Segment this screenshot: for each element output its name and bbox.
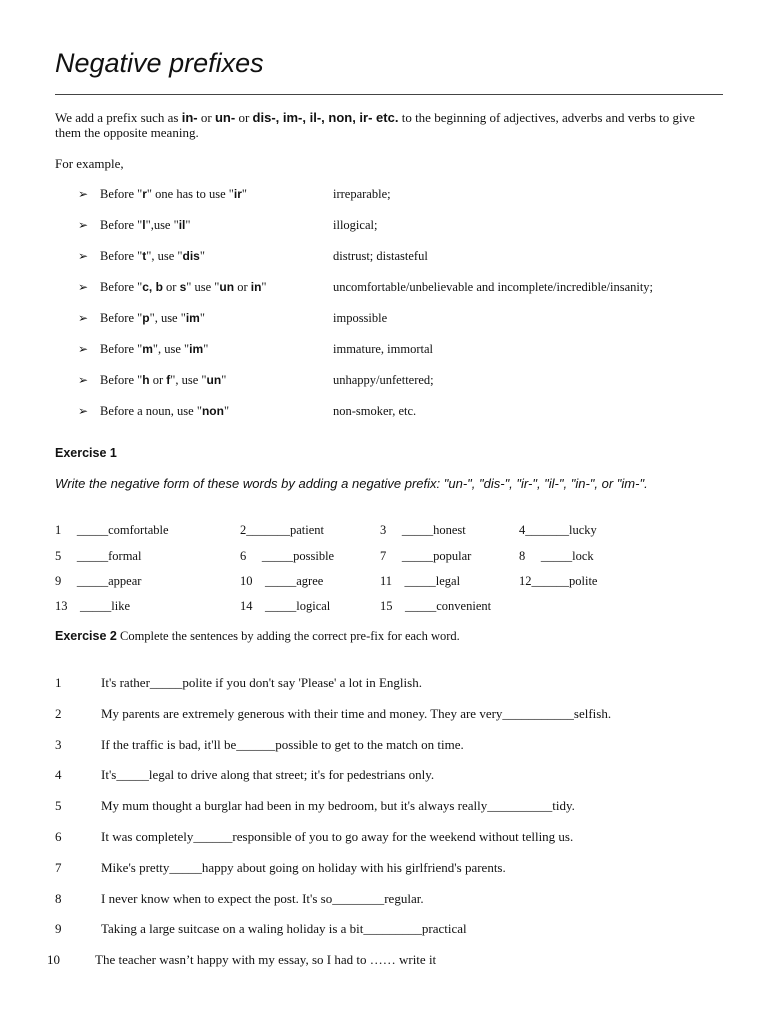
exercise1-item: 10 _____agree: [240, 574, 324, 588]
exercise1-item: 8 _____lock: [519, 549, 594, 563]
rule-key: ir: [233, 187, 242, 201]
sentence-number: 7: [55, 860, 62, 875]
rule-text: or: [162, 280, 180, 294]
rule-key: m: [142, 342, 153, 356]
exercise1-item: 13 _____like: [55, 599, 130, 613]
rule-text: ": [203, 342, 209, 356]
rule-text: ", use ": [149, 311, 186, 325]
sentence-number: 2: [55, 706, 62, 721]
rule-key: t: [142, 249, 147, 263]
sentence-text: Mike's pretty_____happy about going on holiday with his girlfriend's parents.: [101, 860, 506, 875]
prefix-un: un-: [214, 110, 236, 125]
sentence-text: Taking a large suitcase on a waling holiday is a bit_________practical: [101, 921, 467, 936]
rule-key: c, b: [142, 280, 163, 294]
arrow-bullet-icon: ➢: [78, 218, 89, 232]
sentence-text: If the traffic is bad, it'll be______possible to get to the match on time.: [101, 737, 464, 752]
sentence-text: It's rather_____polite if you don't say 'Please' a lot in English.: [101, 675, 422, 690]
rule-key: il: [178, 218, 186, 232]
rule-key: f: [166, 373, 171, 387]
sentence-number: 1: [55, 675, 62, 690]
rule-condition: [100, 280, 267, 295]
rule-condition: [100, 311, 205, 326]
rule-key: r: [142, 187, 147, 201]
sentence-number: 8: [55, 891, 62, 906]
rule-text: Before ": [100, 342, 143, 356]
exercise2-heading: Exercise 2: [55, 629, 117, 643]
rule-key: in: [250, 280, 262, 294]
exercise1-instruction: Write the negative form of these words by adding a negative prefix: "un-", "dis-", "ir-", "il-", "in-", or "im-".: [55, 476, 648, 491]
rule-text: ": [261, 280, 267, 294]
arrow-bullet-icon: ➢: [78, 249, 89, 263]
rule-key: im: [185, 311, 200, 325]
rule-text: ": [199, 249, 205, 263]
rule-key: non: [201, 404, 224, 418]
rule-text: Before ": [100, 311, 143, 325]
rule-text: or: [234, 280, 251, 294]
rule-text: Before ": [100, 280, 143, 294]
rule-key: im: [189, 342, 204, 356]
rule-key: dis: [182, 249, 200, 263]
rule-text: ": [223, 404, 230, 418]
rule-text: Before ": [100, 218, 143, 232]
rule-example: non-smoker, etc.: [333, 404, 417, 418]
rule-condition: [100, 373, 226, 388]
intro-text: We add a prefix such as: [55, 110, 182, 125]
sentence-text: I never know when to expect the post. It's so________regular.: [101, 891, 424, 906]
exercise1-item: 9 _____appear: [55, 574, 142, 588]
sentence-number: 5: [55, 798, 62, 813]
sentence-text: My mum thought a burglar had been in my bedroom, but it's always really__________tidy.: [101, 798, 575, 813]
sentence-text: It's_____legal to drive along that street; it's for pedestrians only.: [101, 767, 435, 782]
exercise1-item: 5 _____formal: [55, 549, 142, 563]
exercise1-item: 15 _____convenient: [380, 599, 492, 613]
rule-text: Before ": [100, 373, 143, 387]
rule-example: immature, immortal: [333, 342, 433, 356]
page-title: Negative prefixes: [55, 48, 264, 78]
exercise1-item: 6 _____possible: [240, 549, 335, 563]
rule-condition: [100, 249, 205, 264]
arrow-bullet-icon: ➢: [78, 280, 89, 294]
rule-text: Before a noun, use ": [100, 404, 202, 418]
rule-condition: [100, 218, 191, 233]
rule-condition: [100, 404, 229, 419]
rule-text: " use ": [186, 280, 220, 294]
rule-condition: [100, 187, 247, 202]
exercise1-item: 4_______lucky: [519, 523, 597, 537]
rule-condition: [100, 342, 208, 357]
rule-key: s: [179, 280, 187, 294]
rule-example: unhappy/unfettered;: [333, 373, 434, 387]
rule-text: ": [185, 218, 191, 232]
exercise1-item: 2_______patient: [240, 523, 325, 537]
sentence-text: It was completely______responsible of you to go away for the weekend without telling us.: [101, 829, 574, 844]
rule-key: p: [142, 311, 150, 325]
sentence-number: 10: [47, 952, 60, 967]
rule-text: ", use ": [146, 249, 183, 263]
sentence-text: My parents are extremely generous with their time and money. They are very___________selfish.: [101, 706, 612, 721]
rule-example: irreparable;: [333, 187, 391, 201]
rule-example: illogical;: [333, 218, 378, 232]
rule-text: ": [241, 187, 247, 201]
intro-text: or: [197, 110, 215, 125]
sentence-number: 9: [55, 921, 62, 936]
rule-example: uncomfortable/unbelievable and incomplete/incredible/insanity;: [333, 280, 654, 294]
exercise1-item: 7 _____popular: [380, 549, 472, 563]
rule-example: distrust; distasteful: [333, 249, 428, 263]
arrow-bullet-icon: ➢: [78, 373, 89, 387]
sentence-number: 3: [55, 737, 62, 752]
rule-key: un: [219, 280, 235, 294]
prefix-in: in-: [181, 110, 198, 125]
exercise2-instruction: Complete the sentences by adding the correct pre-fix for each word.: [116, 629, 460, 643]
exercise2-header: [55, 629, 460, 644]
exercise1-item: 1 _____comfortable: [55, 523, 169, 537]
exercise1-item: 14 _____logical: [240, 599, 331, 613]
sentence-number: 6: [55, 829, 62, 844]
arrow-bullet-icon: ➢: [78, 404, 89, 418]
sentence-text: The teacher wasn’t happy with my essay, so I had to …… write it: [95, 952, 437, 967]
rule-text: ", use ": [152, 342, 190, 356]
exercise1-item: 11 _____legal: [380, 574, 461, 588]
intro-paragraph: [55, 110, 723, 140]
intro-text: to the beginning of adjectives, adverbs and verbs to give them the opposite meaning.: [55, 110, 695, 140]
rule-text: Before ": [100, 187, 143, 201]
title-divider: [55, 94, 723, 95]
rule-text: " one has to use ": [146, 187, 234, 201]
rule-text: ": [221, 373, 227, 387]
rule-text: or: [149, 373, 167, 387]
exercise1-heading: Exercise 1: [55, 446, 117, 460]
exercise1-item: 12______polite: [519, 574, 598, 588]
rule-example: impossible: [333, 311, 388, 325]
rule-key: l: [142, 218, 146, 232]
for-example-label: For example,: [55, 156, 124, 171]
exercise1-item: 3 _____honest: [380, 523, 466, 537]
rule-key: h: [142, 373, 150, 387]
arrow-bullet-icon: ➢: [78, 311, 89, 325]
rule-text: Before ": [100, 249, 143, 263]
intro-text: or: [235, 110, 253, 125]
arrow-bullet-icon: ➢: [78, 187, 89, 201]
arrow-bullet-icon: ➢: [78, 342, 89, 356]
rule-text: ",use ": [145, 218, 179, 232]
rule-text: ", use ": [170, 373, 207, 387]
prefix-list: dis-, im-, il-, non, ir- etc.: [252, 110, 399, 125]
sentence-number: 4: [55, 767, 62, 782]
rule-key: un: [206, 373, 222, 387]
rule-text: ": [199, 311, 205, 325]
